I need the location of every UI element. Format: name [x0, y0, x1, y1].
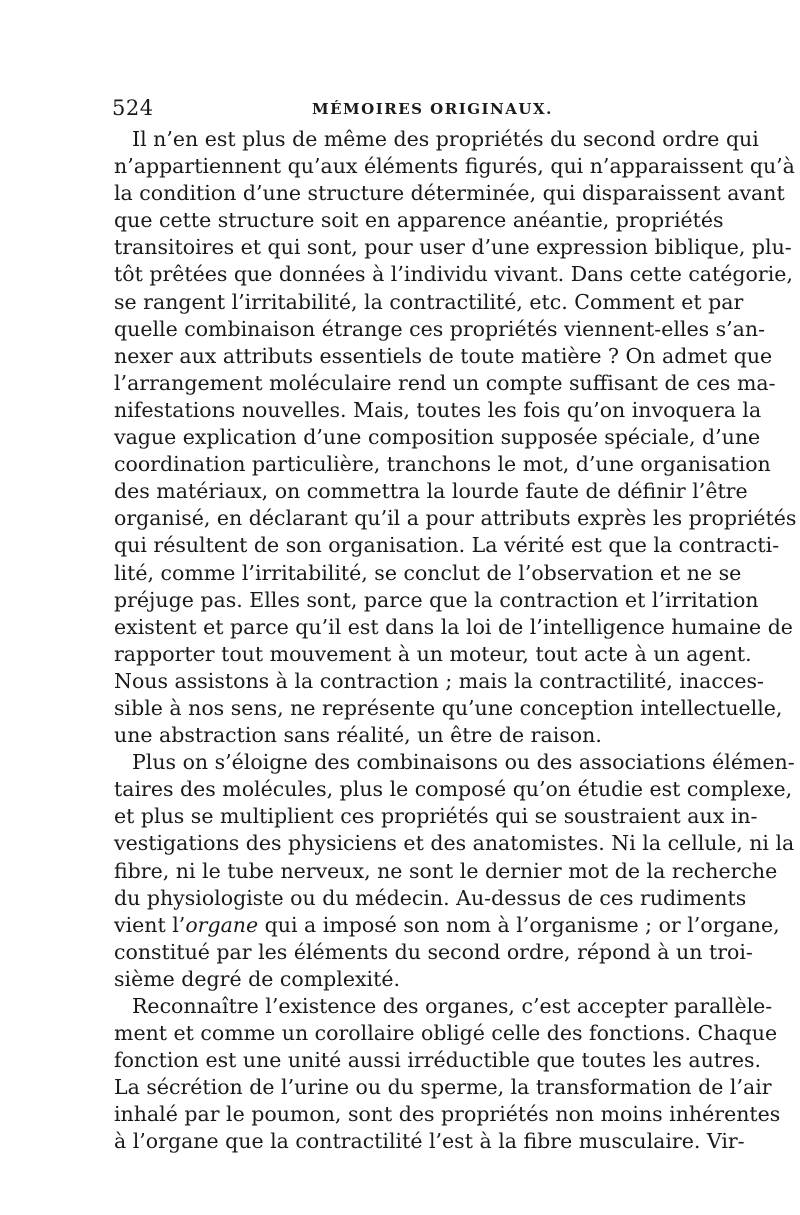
- text-segment: nifestations nouvelles. Mais, toutes les fois qu’on invoquera la: [114, 397, 762, 422]
- text-line: [114, 722, 684, 749]
- text-segment: qui résultent de son organisation. La vérité est que la contracti-: [114, 533, 780, 558]
- text-segment: tôt prêtées que données à l’individu vivant. Dans cette catégorie,: [114, 262, 793, 287]
- text-segment: transitoires et qui sont, pour user d’une expression biblique, plu-: [114, 235, 792, 260]
- text-line: [114, 803, 758, 830]
- text-segment: Il n’en est plus de même des propriétés du second ordre qui: [132, 127, 759, 151]
- text-line: [114, 668, 764, 695]
- text-segment: Nous assistons à la contraction ; mais la contractilité, inacces-: [114, 668, 764, 693]
- text-segment: sible à nos sens, ne représente qu’une conception intellectuelle,: [114, 695, 783, 720]
- text-line: [114, 966, 684, 993]
- text-line: [114, 749, 795, 776]
- text-line: [114, 261, 793, 288]
- text-segment: rapporter tout mouvement à un moteur, tout acte à un agent.: [114, 641, 752, 666]
- text-segment: La sécrétion de l’urine ou du sperme, la transformation de l’air: [114, 1075, 772, 1100]
- text-segment: que cette structure soit en apparence anéantie, propriétés: [114, 208, 724, 233]
- text-segment: Plus on s’éloigne des combinaisons ou des associations élémen-: [132, 750, 795, 775]
- text-segment: vient l’: [114, 912, 186, 937]
- text-line: [114, 1074, 772, 1101]
- text-segment: préjuge pas. Elles sont, parce que la contraction et l’irritation: [114, 587, 759, 612]
- text-line: [114, 397, 762, 424]
- text-line: [114, 912, 780, 939]
- text-line: [114, 343, 773, 370]
- text-segment: fonction est une unité aussi irréductible que toutes les autres.: [114, 1048, 762, 1073]
- text-segment: l’arrangement moléculaire rend un compte suffisant de ces ma-: [114, 370, 776, 395]
- page-number: 524: [112, 96, 154, 120]
- text-line: [114, 532, 780, 559]
- text-line: [114, 560, 742, 587]
- text-line: [114, 641, 752, 668]
- text-segment: qui a imposé son nom à l’organisme ; or l’organe,: [258, 912, 780, 937]
- text-segment: n’appartiennent qu’aux éléments figurés, qui n’apparaissent qu’à: [114, 154, 795, 179]
- text-segment: existent et parce qu’il est dans la loi de l’intelligence humaine de: [114, 614, 793, 639]
- text-line: [114, 1101, 781, 1128]
- text-line: [114, 885, 747, 912]
- text-line: [114, 289, 744, 316]
- text-line: [114, 234, 792, 261]
- text-segment: taires des molécules, plus le composé qu’on étudie est complexe,: [114, 777, 793, 802]
- text-segment: inhalé par le poumon, sont des propriétés non moins inhérentes: [114, 1102, 781, 1127]
- text-line: [114, 126, 759, 153]
- text-line: [114, 1047, 762, 1074]
- text-segment: quelle combinaison étrange ces propriétés viennent-elles s’an-: [114, 316, 765, 341]
- text-line: [114, 153, 795, 180]
- running-title: MÉMOIRES ORIGINAUX.: [312, 100, 553, 118]
- text-line: [114, 1128, 745, 1155]
- text-segment: des matériaux, on commettra la lourde faute de définir l’être: [114, 479, 748, 504]
- text-line: [114, 695, 783, 722]
- text-segment: la condition d’une structure déterminée, qui disparaissent avant: [114, 181, 785, 206]
- text-segment: à l’organe que la contractilité l’est à la fibre musculaire. Vir-: [114, 1129, 745, 1154]
- text-segment: nexer aux attributs essentiels de toute matière ? On admet que: [114, 343, 773, 368]
- text-segment: sième degré de complexité.: [114, 966, 400, 991]
- text-segment: constitué par les éléments du second ordre, répond à un troi-: [114, 939, 753, 964]
- text-line: [114, 830, 795, 857]
- text-segment: se rangent l’irritabilité, la contractilité, etc. Comment et par: [114, 289, 744, 314]
- text-segment: coordination particulière, tranchons le mot, d’une organisation: [114, 452, 771, 477]
- text-segment: une abstraction sans réalité, un être de raison.: [114, 723, 602, 748]
- text-segment: et plus se multiplient ces propriétés qui se soustraient aux in-: [114, 804, 758, 829]
- text-line: [114, 207, 724, 234]
- body-text: [114, 126, 797, 1156]
- text-line: [114, 451, 771, 478]
- text-segment: organisé, en déclarant qu’il a pour attributs exprès les propriétés: [114, 506, 797, 531]
- text-line: [114, 478, 748, 505]
- text-segment: lité, comme l’irritabilité, se conclut de l’observation et ne se: [114, 560, 742, 585]
- text-line: [114, 1020, 778, 1047]
- text-line: [114, 424, 761, 451]
- text-line: [114, 993, 773, 1020]
- running-header: [112, 96, 682, 120]
- italic-term: organe: [185, 912, 259, 937]
- text-line: [114, 180, 785, 207]
- text-segment: fibre, ni le tube nerveux, ne sont le dernier mot de la recherche: [114, 858, 778, 883]
- text-segment: vague explication d’une composition supposée spéciale, d’une: [114, 425, 761, 450]
- text-segment: ment et comme un corollaire obligé celle des fonctions. Chaque: [114, 1021, 778, 1046]
- text-segment: du physiologiste ou du médecin. Au-dessus de ces rudiments: [114, 885, 747, 910]
- text-line: [114, 614, 793, 641]
- text-segment: vestigations des physiciens et des anatomistes. Ni la cellule, ni la: [114, 831, 795, 856]
- text-line: [114, 505, 797, 532]
- text-line: [114, 939, 753, 966]
- text-line: [114, 316, 765, 343]
- text-line: [114, 858, 778, 885]
- text-line: [114, 370, 776, 397]
- text-segment: Reconnaître l’existence des organes, c’est accepter parallèle-: [132, 994, 773, 1018]
- text-line: [114, 587, 759, 614]
- text-line: [114, 776, 793, 803]
